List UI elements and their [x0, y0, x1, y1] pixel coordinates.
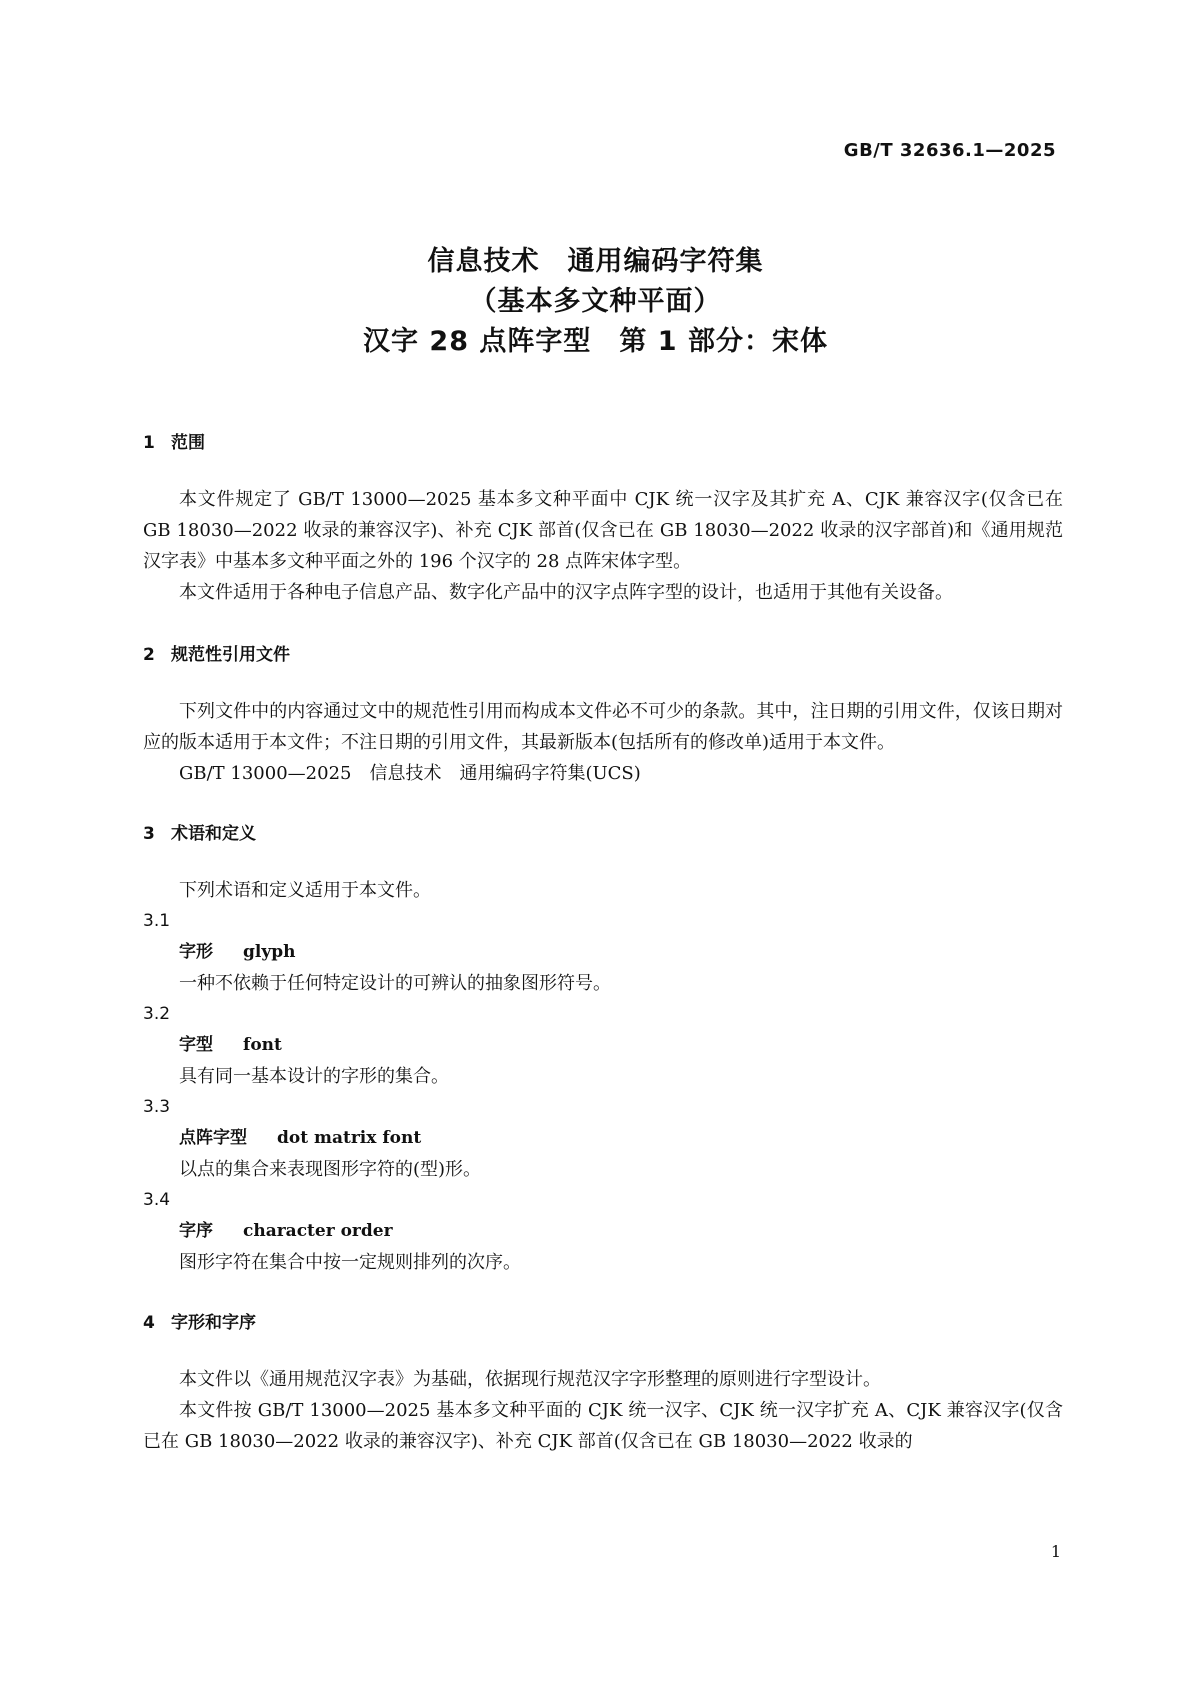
standard-number: GB/T 32636.1—2025 — [843, 140, 1056, 161]
title-line-2: （基本多文种平面） — [469, 286, 722, 317]
term-en: character order — [243, 1221, 393, 1241]
scope-paragraph-2: 本文件适用于各种电子信息产品、数字化产品中的汉字点阵字型的设计，也适用于其他有关设备。 — [179, 582, 953, 603]
section-title: 术语和定义 — [171, 824, 256, 844]
term-definition: 具有同一基本设计的字形的集合。 — [179, 1066, 449, 1087]
reference-item: GB/T 13000—2025 信息技术 通用编码字符集(UCS) — [179, 763, 641, 784]
term-number: 3.1 — [143, 911, 171, 931]
references-paragraph: 下列文件中的内容通过文中的规范性引用而构成本文件必不可少的条款。其中，注日期的引用文件，仅该日期对应的版本适用于本文件；不注日期的引用文件，其最新版本(包括所有的修改单)适用于本文件。 — [143, 701, 1063, 753]
section-heading-glyph-and-order — [143, 1308, 1063, 1338]
glyph-paragraph-2: 本文件按 GB/T 13000—2025 基本多文种平面的 CJK 统一汉字、CJK 统一汉字扩充 A、CJK 兼容汉字(仅含已在 GB 18030—2022 收录的兼容汉字)、补充 CJK 部首(仅含已在 GB 18030—2022 收录的 — [143, 1400, 1063, 1452]
section-heading-terms — [143, 819, 1063, 849]
title-line-1: 信息技术 通用编码字符集 — [427, 246, 764, 277]
term-zh: 字序 — [179, 1221, 213, 1241]
term-number: 3.3 — [143, 1097, 171, 1117]
term-number: 3.4 — [143, 1190, 171, 1210]
section-heading-normative-references — [143, 640, 1063, 670]
term-number: 3.2 — [143, 1004, 171, 1024]
scope-paragraph-1: 本文件规定了 GB/T 13000—2025 基本多文种平面中 CJK 统一汉字及其扩充 A、CJK 兼容汉字(仅含已在 GB 18030—2022 收录的兼容汉字)、补充 CJK 部首(仅含已在 GB 18030—2022 收录的汉字部首)和《通用规范汉字表》中基本多文种平面之外的 196 个汉字的 28 点阵宋体字型。 — [143, 489, 1063, 572]
document-body — [143, 428, 1063, 1457]
document-title — [0, 242, 1191, 362]
section-title: 规范性引用文件 — [171, 645, 290, 665]
term-en: dot matrix font — [277, 1128, 422, 1148]
terms-intro: 下列术语和定义适用于本文件。 — [179, 880, 431, 901]
section-number: 4 — [143, 1313, 155, 1333]
term-en: glyph — [243, 942, 296, 962]
section-number: 3 — [143, 824, 155, 844]
section-number: 1 — [143, 433, 155, 453]
term-definition: 一种不依赖于任何特定设计的可辨认的抽象图形符号。 — [179, 973, 611, 994]
glyph-paragraph-1: 本文件以《通用规范汉字表》为基础，依据现行规范汉字字形整理的原则进行字型设计。 — [179, 1369, 881, 1390]
term-definition: 图形字符在集合中按一定规则排列的次序。 — [179, 1252, 521, 1273]
section-title: 范围 — [171, 433, 205, 453]
term-zh: 点阵字型 — [179, 1128, 247, 1148]
section-number: 2 — [143, 645, 155, 665]
term-en: font — [243, 1035, 282, 1055]
term-definition: 以点的集合来表现图形字符的(型)形。 — [179, 1159, 482, 1180]
term-entry — [143, 937, 1063, 968]
term-entry — [143, 1216, 1063, 1247]
term-zh: 字型 — [179, 1035, 213, 1055]
title-line-3: 汉字 28 点阵字型 第 1 部分：宋体 — [363, 326, 828, 357]
section-title: 字形和字序 — [171, 1313, 256, 1333]
term-entry — [143, 1123, 1063, 1154]
page-number: 1 — [1050, 1542, 1061, 1561]
term-zh: 字形 — [179, 942, 213, 962]
section-heading-scope — [143, 428, 1063, 458]
term-entry — [143, 1030, 1063, 1061]
